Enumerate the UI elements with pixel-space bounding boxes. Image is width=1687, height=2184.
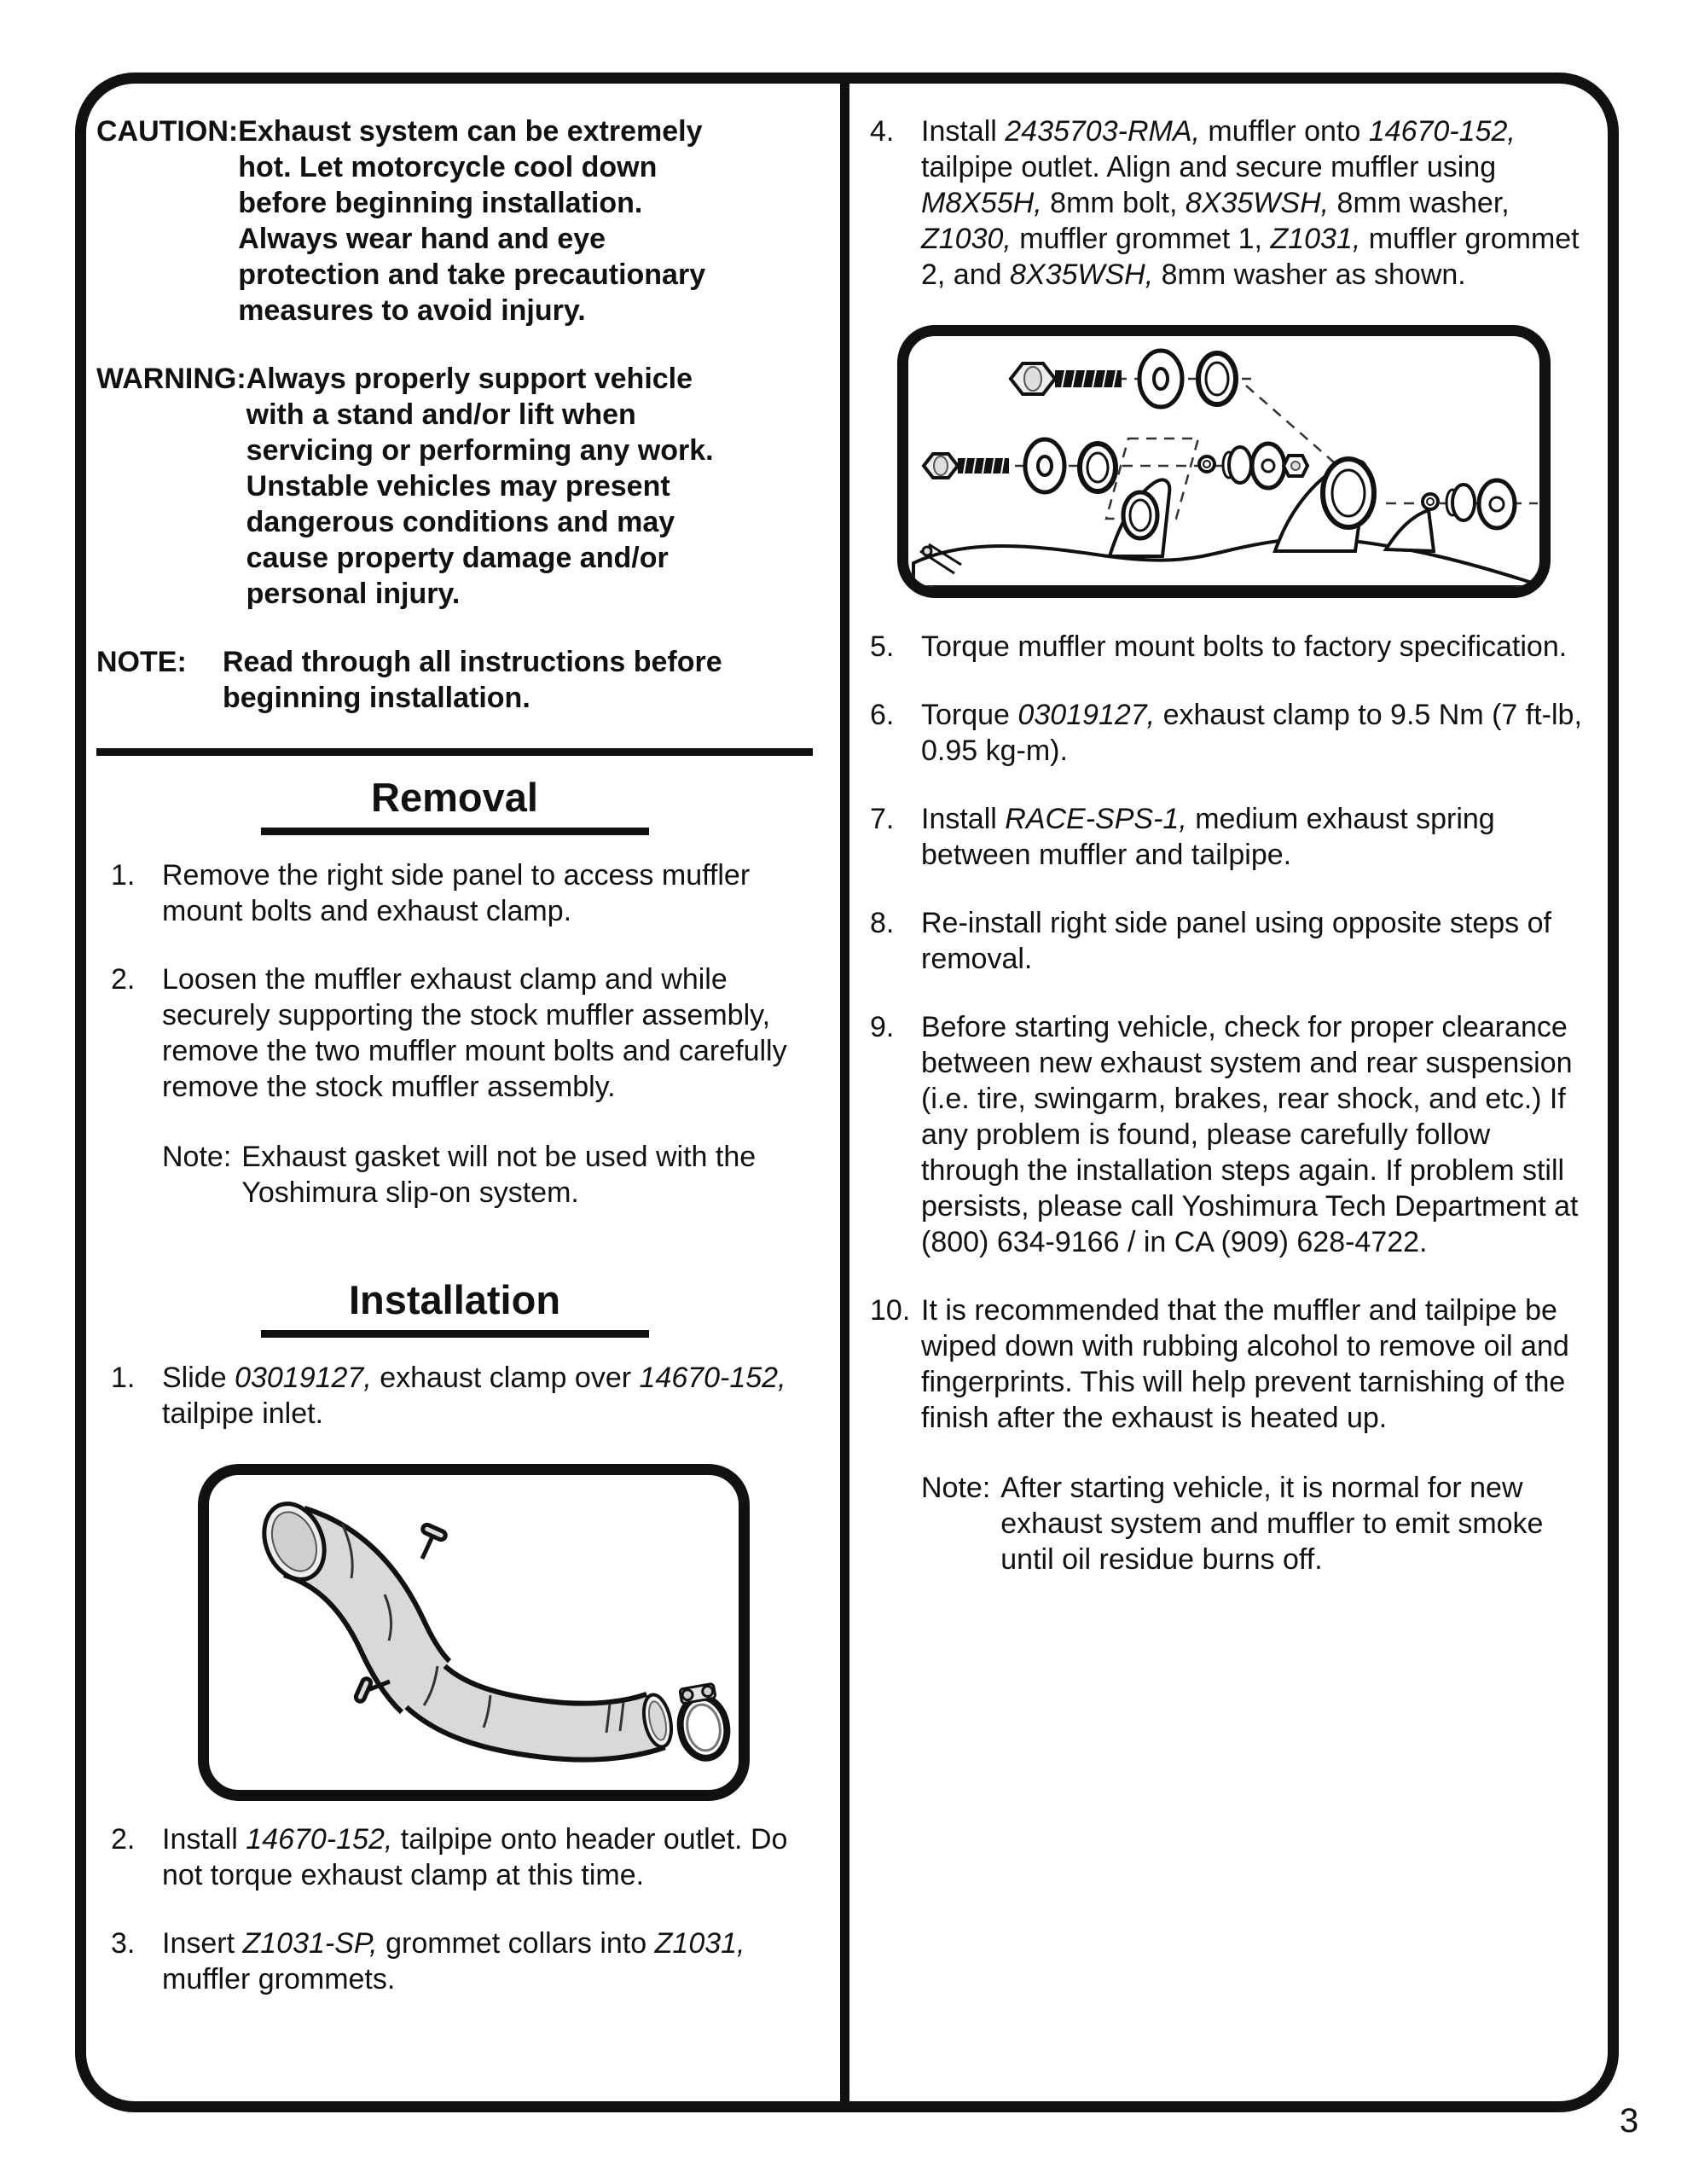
step-text: Torque muffler mount bolts to factory specification. (921, 630, 1568, 663)
step-text: Install 14670-152, tailpipe onto header outlet. Do not torque exhaust clamp at this time. (162, 1823, 788, 1891)
removal-step-1 (111, 857, 813, 929)
installation-step-10 (870, 1292, 1583, 1577)
installation-section-title: Installation (348, 1277, 561, 1322)
exploded-hardware-drawing (908, 336, 1539, 587)
step-text: Remove the right side panel to access muffler mount bolts and exhaust clamp. (162, 859, 751, 927)
step-number: 1. (111, 859, 136, 892)
note-text: Read through all instructions before beginning installation. (223, 646, 722, 714)
removal-title-underline (261, 828, 649, 835)
note-prefix: Note: (921, 1472, 991, 1504)
installation-title-underline (261, 1330, 649, 1338)
caution-text: Exhaust system can be extremely hot. Let motorcycle cool down before beginning installation. Always wear hand and eye protection and take precautionary measures to avoid injury. (238, 115, 706, 327)
step-text (921, 1292, 1582, 1577)
caution-label: CAUTION: (96, 115, 239, 148)
installation-step-2 (111, 1821, 813, 1893)
left-column (96, 113, 813, 2030)
step-number: 10. (870, 1294, 911, 1327)
step-text: Install 2435703-RMA, muffler onto 14670-152, tailpipe outlet. Align and secure muffler using M8X55H, 8mm bolt, 8X35WSH, 8mm washer, Z1030, muffler grommet 1, Z1031, muffler grommet 2, and 8X35WSH, 8mm washer as shown. (921, 115, 1580, 291)
step-number: 2. (111, 1823, 136, 1856)
installation-step-6 (870, 697, 1583, 769)
installation-steps (111, 1360, 813, 1997)
note-label: NOTE: (96, 646, 187, 678)
step-text-runs: Loosen the muffler exhaust clamp and while securely supporting the stock muffler assembly, remove the two muffler mount bolts and carefully remove the stock muffler assembly. (162, 963, 787, 1103)
installation-step-1 (111, 1360, 813, 1432)
step-number: 1. (111, 1362, 136, 1394)
tailpipe-pipe (294, 1524, 656, 1733)
step-text: Torque 03019127, exhaust clamp to 9.5 Nm (7 ft-lb, 0.95 kg-m). (921, 699, 1582, 767)
installation-note (921, 1470, 1582, 1577)
removal-section-title: Removal (371, 775, 538, 820)
installation-step-3 (111, 1926, 813, 1997)
step-text: Insert Z1031-SP, grommet collars into Z1031, muffler grommets. (162, 1927, 745, 1995)
step-text: Slide 03019127, exhaust clamp over 14670-152, tailpipe inlet. (162, 1362, 786, 1430)
installation-step-8 (870, 905, 1583, 977)
note-notice (96, 644, 813, 716)
page-number: 3 (1620, 2102, 1639, 2140)
installation-step-9 (870, 1009, 1583, 1260)
muffler-body-drawing (913, 459, 1534, 587)
step-number: 7. (870, 803, 895, 835)
step-text: Before starting vehicle, check for proper clearance between new exhaust system and rear suspension (i.e. tire, swingarm, brakes, rear shock, and etc.) If any problem is found, please carefully follow through the installation steps again. If problem still persists, please call Yoshimura Tech Department at (800) 634-9166 / in CA (909) 628-4722. (921, 1011, 1579, 1258)
step-number: 2. (111, 963, 136, 996)
muffler-mount-exploded-figure (897, 325, 1551, 598)
grommet-collar-hardware-right (1423, 480, 1515, 528)
warning-label: WARNING: (96, 363, 246, 395)
step-text (162, 961, 813, 1211)
step-number: 3. (111, 1927, 136, 1960)
page-border-box (75, 73, 1619, 2112)
tailpipe-figure (198, 1464, 750, 1801)
installation-step-4 (870, 113, 1583, 293)
removal-note (162, 1139, 813, 1211)
removal-steps (111, 857, 813, 1211)
removal-step-2 (111, 961, 813, 1211)
warning-text: Always properly support vehicle with a stand and/or lift when servicing or performing any work. Unstable vehicles may present dangerous conditions and may cause property damage and/or personal injury. (246, 363, 714, 610)
note-body: Exhaust gasket will not be used with the Yoshimura slip-on system. (241, 1141, 757, 1209)
caution-notice (96, 113, 813, 328)
note-prefix: Note: (162, 1141, 232, 1173)
step-number: 6. (870, 699, 895, 731)
installation-step-5 (870, 629, 1583, 665)
warning-notice (96, 361, 813, 612)
step-number: 8. (870, 907, 895, 939)
grommet-collar-hardware-center (1199, 444, 1307, 488)
section-divider-rule (96, 748, 813, 756)
note-body: After starting vehicle, it is normal for new exhaust system and muffler to emit smoke until oil residue burns off. (1000, 1472, 1544, 1576)
installation-steps-right (870, 629, 1583, 1577)
column-divider (840, 80, 849, 2105)
right-column (870, 113, 1583, 1610)
step-text: Install RACE-SPS-1, medium exhaust spring between muffler and tailpipe. (921, 803, 1495, 871)
step-number: 4. (870, 115, 895, 148)
step-number: 9. (870, 1011, 895, 1043)
tailpipe-drawing (209, 1475, 739, 1790)
step-text-runs: It is recommended that the muffler and tailpipe be wiped down with rubbing alcohol to remove oil and fingerprints. This will help prevent tarnishing of the finish after the exhaust is heated up. (921, 1294, 1569, 1434)
exhaust-clamp-drawing (674, 1682, 732, 1762)
installation-step-7 (870, 801, 1583, 873)
step-text: Re-install right side panel using opposite steps of removal. (921, 907, 1551, 975)
step-number: 5. (870, 630, 895, 663)
